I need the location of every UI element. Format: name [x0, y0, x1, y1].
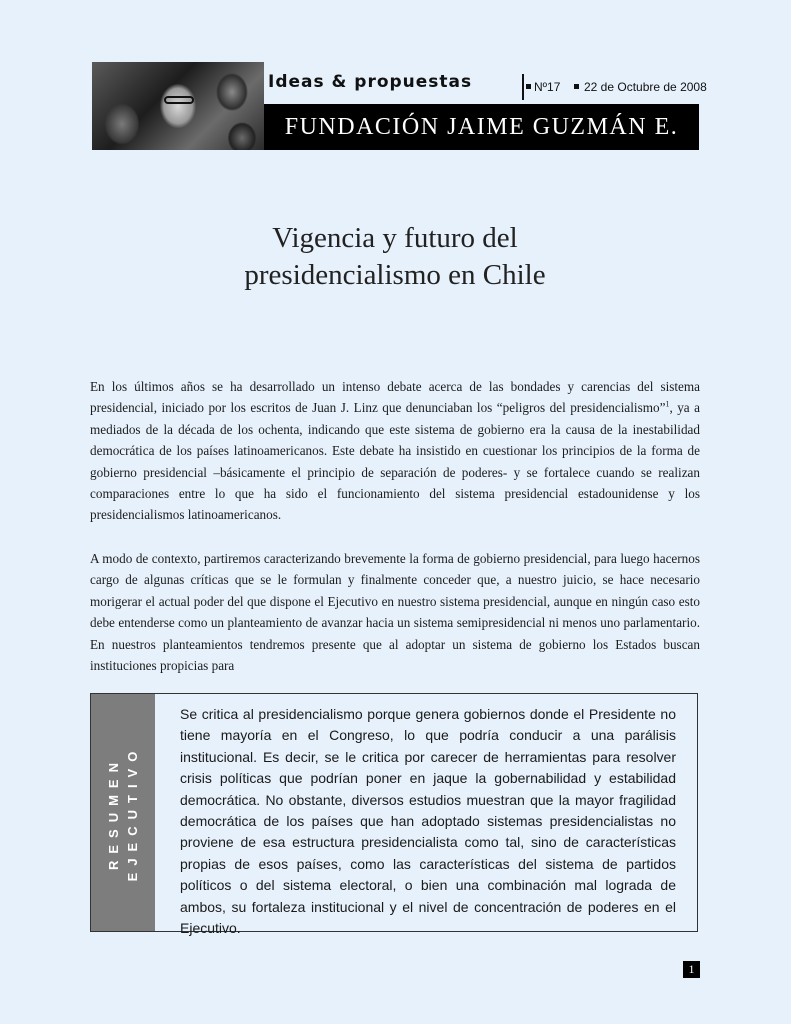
issue-number: Nº17 — [534, 80, 561, 94]
title-line-2: presidencialismo en Chile — [244, 259, 546, 291]
body-paragraph-1 — [90, 376, 700, 526]
masthead-photo — [92, 62, 264, 150]
document-title — [90, 220, 700, 294]
summary-label — [104, 744, 142, 881]
footnote-reference[interactable]: 1 — [665, 400, 670, 410]
glasses-detail — [164, 96, 194, 104]
bullet-icon — [526, 84, 531, 89]
divider — [522, 74, 524, 100]
title-line-1: Vigencia y futuro del — [272, 222, 518, 254]
body-paragraph-2: A modo de contexto, partiremos caracterizando brevemente la forma de gobierno presidencial, para luego hacernos cargo de algunas críticas que se le formulan y finalmente conceder que, a nuestro juicio, se hace necesario morigerar el actual poder del que dispone el Ejecutivo en nuestro sistema presidencial, aunque en ningún caso esto debe entenderse como un planteamiento de avanzar hacia un sistema semipresidencial ni menos uno parlamentario. En nuestros planteamientos tendremos presente que al adoptar un sistema de gobierno los Estados buscan instituciones propicias para — [90, 551, 700, 674]
summary-label-line-2: EJECUTIVO — [125, 744, 140, 881]
summary-text: Se critica al presidencialismo porque genera gobiernos donde el Presidente no tiene mayoría en el Congreso, lo que podría conducir a una parálisis institucional. Es decir, se le critica por carecer de herramientas para resolver crisis políticas que podrían poner en jaque la gobernabilidad y estabilidad democrática. No obstante, diversos estudios muestran que la mayor fragilidad democrática de los países que han adoptado sistemas presidencialistas no proviene de esa estructura presidencialista como tal, sino de características propias de esos países, como las características del sistema de partidos políticos o del sistema electoral, o bien una combinación mal lograda de ambos, su fortaleza institucional y el nivel de concentración de poderes en el Ejecutivo. — [180, 706, 676, 937]
series-title: Ideas & propuestas — [268, 72, 473, 92]
summary-label-line-1: RESUMEN — [106, 755, 121, 870]
summary-label-band — [91, 694, 155, 931]
executive-summary-box — [90, 693, 698, 937]
page-number: 1 — [683, 961, 700, 978]
series-header — [268, 70, 707, 100]
issue-date: 22 de Octubre de 2008 — [584, 80, 707, 94]
paragraph-text: En los últimos años se ha desarrollado un intenso debate acerca de las bondades y carencias del sistema presidencial, iniciado por los escritos de Juan J. Linz que denunciaban los “peligros del presidencialismo” — [90, 379, 700, 416]
foundation-name: FUNDACIÓN JAIME GUZMÁN E. — [264, 104, 699, 150]
paragraph-text: , ya a mediados de la década de los ochenta, indicando que este sistema de gobierno era la causa de la inestabilidad democrática de los países latinoamericanos. Este debate ha insistido en cuestionar los principios de la forma de gobierno presidencial –básicamente el principio de separación de poderes- y se fortalece cuando se realizan comparaciones entre lo que ha sido el funcionamiento del sistema presidencial estadounidense y los presidencialismos latinoamericanos. — [90, 400, 700, 523]
bullet-icon — [574, 84, 579, 89]
